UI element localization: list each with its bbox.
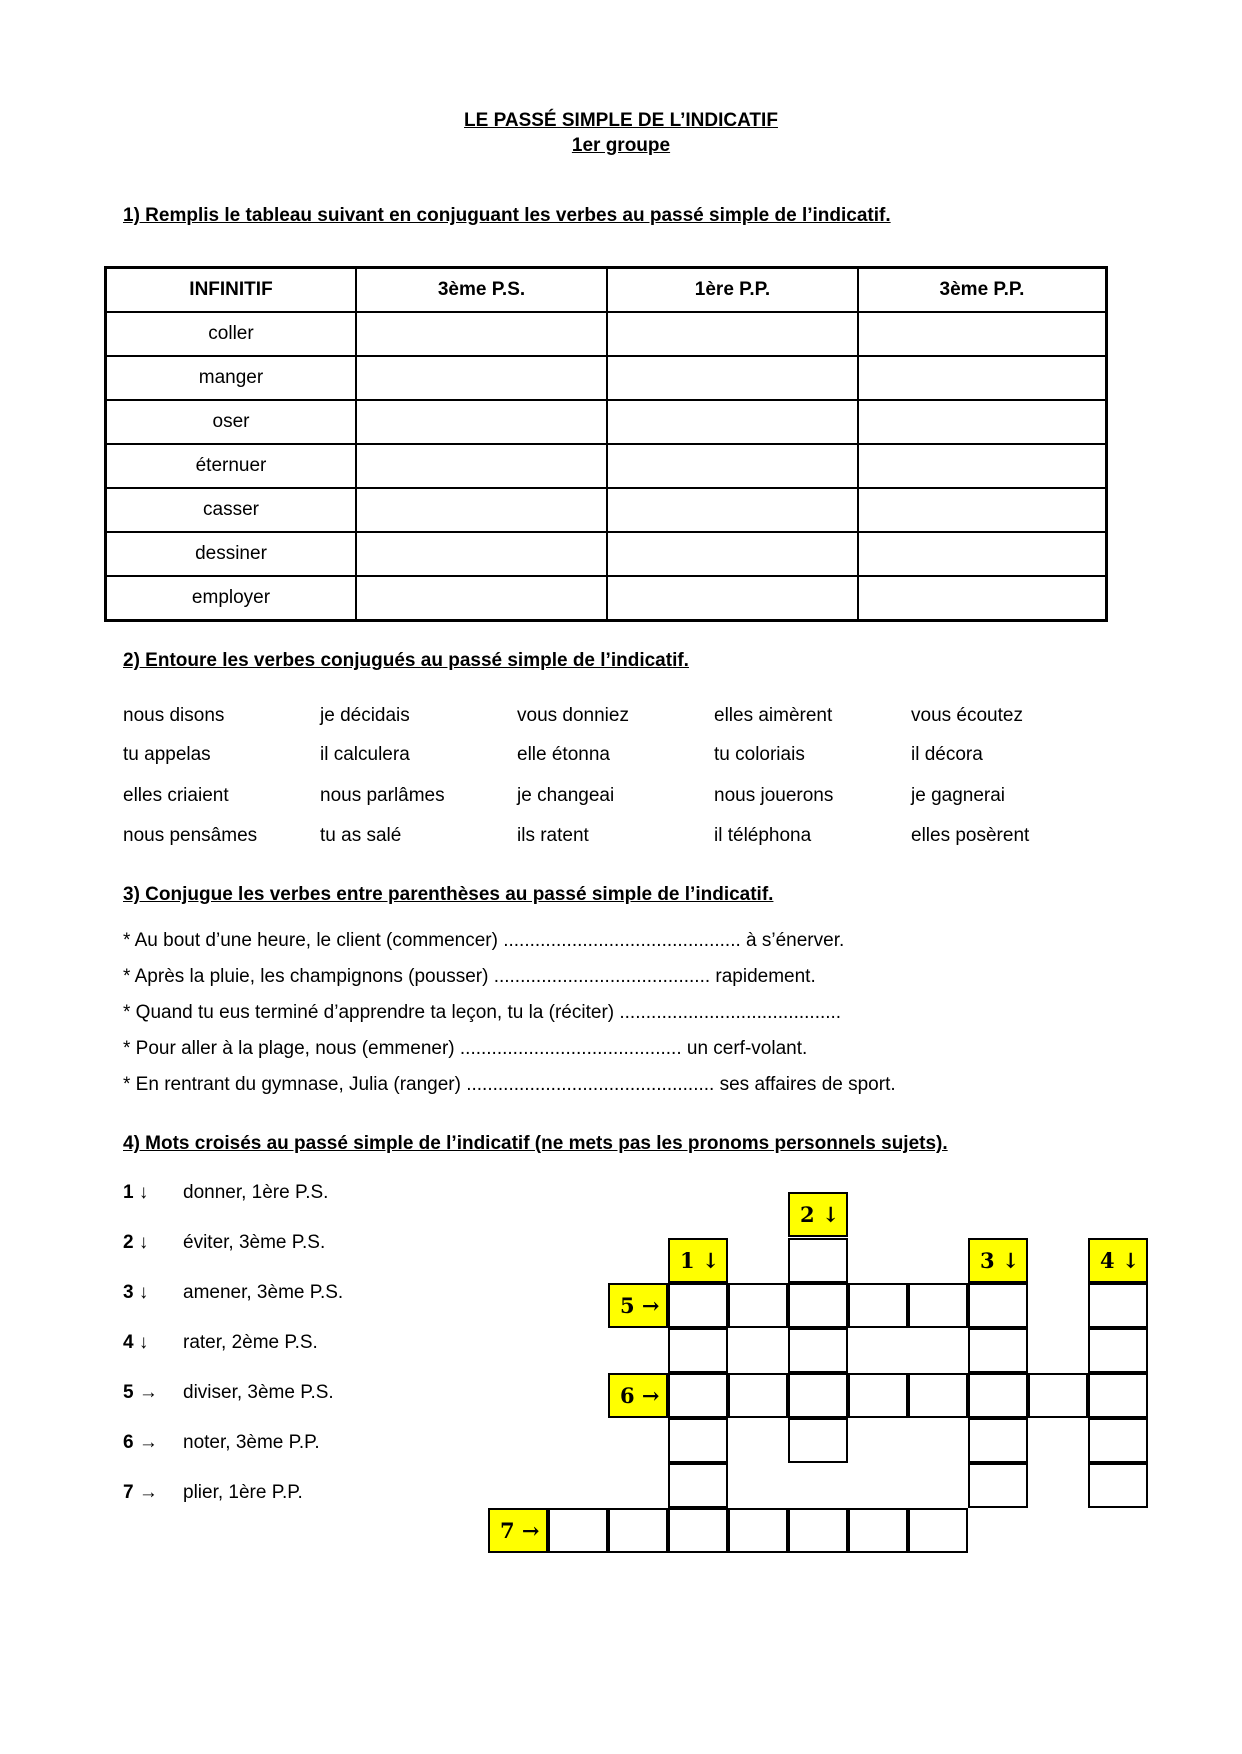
answer-cell[interactable] [356,444,607,488]
clue-item [123,1282,343,1304]
answer-cell[interactable] [607,488,858,532]
verb-option[interactable]: je gagnerai [911,785,1006,806]
verb-option[interactable]: elles criaient [123,785,229,806]
verb-option[interactable]: je décidais [320,705,410,726]
clue-text: éviter, 3ème P.S. [183,1232,326,1253]
answer-cell[interactable] [356,312,607,356]
grid-cell[interactable] [1088,1373,1148,1418]
infinitive-cell: casser [106,488,357,532]
answer-cell[interactable] [858,576,1107,621]
answer-cell[interactable] [858,400,1107,444]
down-arrow-icon: ↓ [138,1232,149,1253]
verb-option[interactable]: il calculera [320,744,410,765]
clue-text: diviser, 3ème P.S. [183,1382,334,1403]
table-row [106,356,1107,400]
grid-cell[interactable] [968,1463,1028,1508]
grid-cell[interactable] [908,1283,968,1328]
infinitive-cell: oser [106,400,357,444]
infinitive-cell: employer [106,576,357,621]
verb-option[interactable]: nous jouerons [714,785,834,806]
down-arrow-icon: ↓ [138,1332,149,1353]
exercise-3-heading: 3) Conjugue les verbes entre parenthèses au passé simple de l’indicatif. [123,884,774,905]
grid-cell[interactable] [788,1328,848,1373]
grid-cell[interactable] [848,1508,908,1553]
conjugation-table [104,266,1108,622]
fill-in-sentence[interactable]: * Quand tu eus terminé d’apprendre ta leçon, tu la (réciter) .......................................... [123,1002,842,1023]
clue-7-label: 7 → [488,1508,548,1553]
verb-option[interactable]: je changeai [517,785,615,806]
clue-number: 3 [123,1282,134,1303]
verb-option[interactable]: vous donniez [517,705,629,726]
grid-cell[interactable] [668,1508,728,1553]
clue-item [123,1332,318,1354]
verb-option[interactable]: il décora [911,744,983,765]
grid-cell[interactable] [788,1508,848,1553]
clue-text: plier, 1ère P.P. [183,1482,303,1503]
verb-option[interactable]: elle étonna [517,744,610,765]
grid-cell[interactable] [788,1283,848,1328]
clue-3-label: 3 ↓ [968,1238,1028,1283]
grid-cell[interactable] [908,1508,968,1553]
grid-cell[interactable] [788,1238,848,1283]
fill-in-sentence[interactable]: * Au bout d’une heure, le client (commencer) ............................................. à s’énerver. [123,930,845,951]
grid-cell[interactable] [668,1373,728,1418]
clue-text: noter, 3ème P.P. [183,1432,320,1453]
right-arrow-icon: → [138,1432,158,1453]
verb-option[interactable]: tu appelas [123,744,211,765]
table-row [106,312,1107,356]
exercise-1-heading: 1) Remplis le tableau suivant en conjuguant les verbes au passé simple de l’indicatif. [123,205,891,226]
fill-in-sentence[interactable]: * En rentrant du gymnase, Julia (ranger) ............................................... ses affaires de sport. [123,1074,896,1095]
clue-5-label: 5 → [608,1283,668,1328]
answer-cell[interactable] [858,532,1107,576]
infinitive-cell: éternuer [106,444,357,488]
answer-cell[interactable] [607,356,858,400]
exercise-4-heading: 4) Mots croisés au passé simple de l’indicatif (ne mets pas les pronoms personnels sujets). [123,1133,948,1154]
fill-in-sentence[interactable]: * Après la pluie, les champignons (pousser) ......................................... rapidement. [123,966,816,987]
clue-text: donner, 1ère P.S. [183,1182,329,1203]
grid-cell[interactable] [608,1508,668,1553]
clue-4-label: 4 ↓ [1088,1238,1148,1283]
down-arrow-icon: ↓ [138,1182,149,1203]
grid-cell[interactable] [668,1418,728,1463]
page-subtitle: 1er groupe [571,135,671,156]
grid-cell[interactable] [728,1373,788,1418]
answer-cell[interactable] [858,444,1107,488]
grid-cell[interactable] [728,1283,788,1328]
grid-cell[interactable] [848,1283,908,1328]
infinitive-cell: coller [106,312,357,356]
down-arrow-icon: ↓ [138,1282,149,1303]
grid-cell[interactable] [1028,1373,1088,1418]
grid-cell[interactable] [668,1463,728,1508]
column-header: 3ème P.P. [858,268,1107,313]
grid-cell[interactable] [968,1283,1028,1328]
verb-option[interactable]: elles posèrent [911,825,1030,846]
table-row [106,444,1107,488]
clue-2-label: 2 ↓ [788,1192,848,1237]
verb-option[interactable]: nous pensâmes [123,825,258,846]
column-header: 3ème P.S. [356,268,607,313]
table-header-row [106,268,1107,313]
answer-cell[interactable] [858,488,1107,532]
verb-option[interactable]: nous disons [123,705,225,726]
grid-cell[interactable] [848,1373,908,1418]
table-row [106,400,1107,444]
grid-cell[interactable] [668,1328,728,1373]
answer-cell[interactable] [356,356,607,400]
grid-cell[interactable] [548,1508,608,1553]
verb-option[interactable]: tu coloriais [714,744,805,765]
verb-option[interactable]: vous écoutez [911,705,1023,726]
verb-option[interactable]: elles aimèrent [714,705,833,726]
clue-1-label: 1 ↓ [668,1238,728,1283]
grid-cell[interactable] [968,1373,1028,1418]
grid-cell[interactable] [668,1283,728,1328]
answer-cell[interactable] [858,312,1107,356]
clue-item [123,1432,320,1454]
clue-text: amener, 3ème P.S. [183,1282,344,1303]
grid-cell[interactable] [1088,1283,1148,1328]
verb-option[interactable]: tu as salé [320,825,402,846]
table-row [106,532,1107,576]
grid-cell[interactable] [788,1418,848,1463]
clue-text: rater, 2ème P.S. [183,1332,318,1353]
answer-cell[interactable] [607,532,858,576]
clue-number: 4 [123,1332,134,1353]
answer-cell[interactable] [356,576,607,621]
clue-number: 6 [123,1432,134,1453]
page-title: LE PASSÉ SIMPLE DE L’INDICATIF [464,110,778,131]
clue-number: 5 [123,1382,134,1403]
exercise-2-heading: 2) Entoure les verbes conjugués au passé simple de l’indicatif. [123,650,689,671]
clue-number: 2 [123,1232,134,1253]
clue-item [123,1232,325,1254]
grid-cell[interactable] [968,1328,1028,1373]
fill-in-sentence[interactable]: * Pour aller à la plage, nous (emmener) .......................................... un cerf-volant. [123,1038,808,1059]
right-arrow-icon: → [138,1482,158,1503]
grid-cell[interactable] [1088,1463,1148,1508]
answer-cell[interactable] [607,312,858,356]
grid-cell[interactable] [1088,1328,1148,1373]
clue-item [123,1182,328,1204]
table-row [106,488,1107,532]
clue-item [123,1482,303,1504]
verb-option[interactable]: ils ratent [517,825,589,846]
grid-cell[interactable] [908,1373,968,1418]
answer-cell[interactable] [356,488,607,532]
grid-cell[interactable] [968,1418,1028,1463]
clue-item [123,1382,334,1404]
verb-option[interactable]: nous parlâmes [320,785,445,806]
answer-cell[interactable] [607,400,858,444]
grid-cell[interactable] [1088,1418,1148,1463]
answer-cell[interactable] [356,400,607,444]
answer-cell[interactable] [858,356,1107,400]
infinitive-cell: manger [106,356,357,400]
grid-cell[interactable] [788,1373,848,1418]
answer-cell[interactable] [607,444,858,488]
column-header: INFINITIF [106,268,357,313]
infinitive-cell: dessiner [106,532,357,576]
verb-option[interactable]: il téléphona [714,825,812,846]
answer-cell[interactable] [356,532,607,576]
clue-6-label: 6 → [608,1373,668,1418]
answer-cell[interactable] [607,576,858,621]
right-arrow-icon: → [138,1382,158,1403]
grid-cell[interactable] [728,1508,788,1553]
table-row [106,576,1107,621]
clue-number: 7 [123,1482,134,1503]
clue-number: 1 [123,1182,134,1203]
column-header: 1ère P.P. [607,268,858,313]
